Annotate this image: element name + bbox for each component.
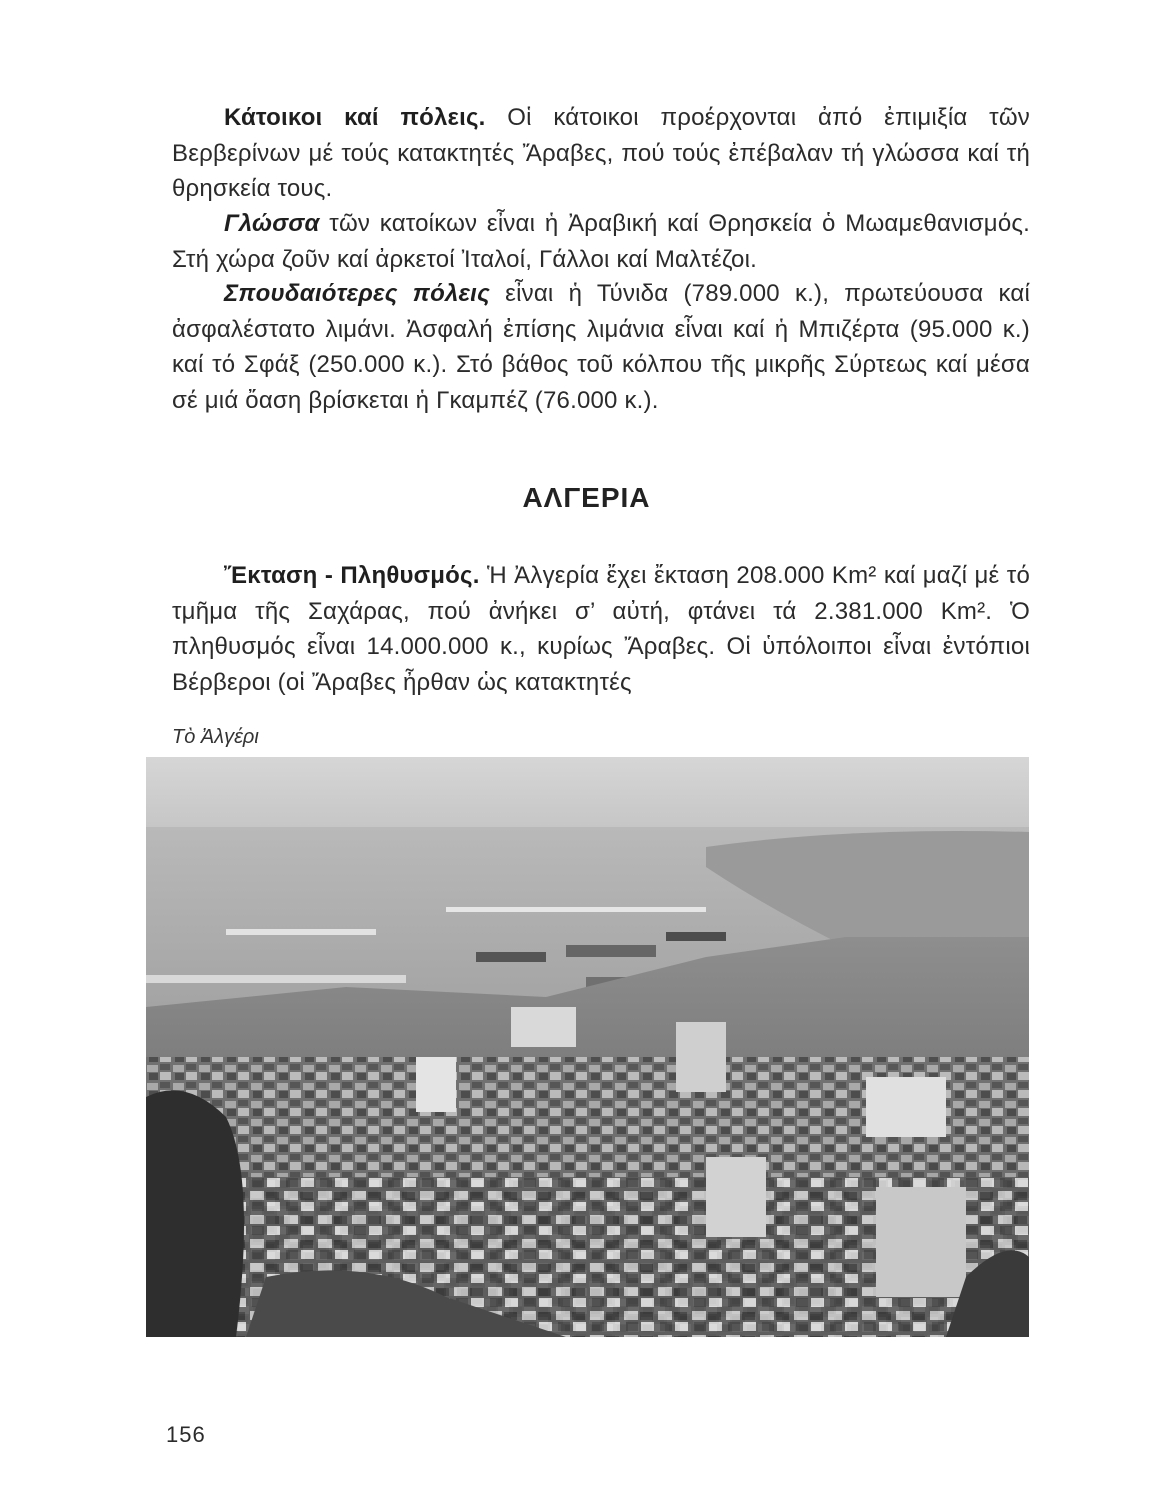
paragraph-language (172, 206, 1030, 277)
paragraph-text: τῶν κατοίκων εἶναι ἡ Ἀραβική καί Θρησκεία ὁ Μωαμεθανισμός. Στή χώρα ζοῦν καί ἀρκετοί Ἰταλοί, Γάλλοι καί Μαλτέζοι. (172, 210, 1030, 273)
section-heading: ΑΛΓΕΡΙΑ (522, 482, 651, 513)
paragraph-lead: Ἔκταση - Πληθυσμός. (224, 562, 480, 589)
algiers-photo (146, 757, 1029, 1337)
paragraph-lead: Κάτοικοι καί πόλεις. (224, 104, 486, 131)
page-number: 156 (166, 1422, 206, 1447)
paragraph-text: εἶναι ἡ Τύνιδα (789.000 κ.), πρωτεύουσα καί ἀσφαλέστατο λιμάνι. Ἀσφαλή ἐπίσης λιμάνια εἶναι καί ἡ Μπιζέρτα (95.000 κ.) καί τό Σφάξ (250.000 κ.). Στό βάθος τοῦ κόλπου τῆς μικρῆς Σύρτεως καί μέσα σέ μιά ὄαση βρίσκεται ἡ Γκαμπέζ (76.000 κ.). (172, 280, 1030, 414)
paragraph-lead: Σπουδαιότερες πόλεις (224, 280, 491, 307)
photo-caption: Τὸ Ἀλγέρι (172, 726, 259, 748)
paragraph-inhabitants (172, 100, 1030, 207)
paragraph-text: Οἱ κάτοικοι προέρχονται ἀπό ἐπιμιξία τῶν Βερβερίνων μέ τούς κατακτητές Ἄραβες, πού τούς ἐπέβαλαν τή γλώσσα καί τή θρησκεία τους. (172, 104, 1030, 202)
paragraph-text: Ἡ Ἀλγερία ἔχει ἔκταση 208.000 Km² καί μαζί μέ τό τμῆμα τῆς Σαχάρας, πού ἀνήκει σ’ αὐτή, φτάνει τά 2.381.000 Km². Ὁ πληθυσμός εἶναι 14.000.000 κ., κυρίως Ἄραβες. Οἱ ὑπόλοιποι εἶναι ἐντόπιοι Βέρβεροι (οἱ Ἄραβες ἦρθαν ὡς κατακτητές (172, 562, 1030, 696)
paragraph-lead: Γλώσσα (224, 210, 320, 237)
paragraph-area-population (172, 558, 1030, 700)
harbour-city-illustration (146, 757, 1029, 1337)
paragraph-cities (172, 276, 1030, 418)
